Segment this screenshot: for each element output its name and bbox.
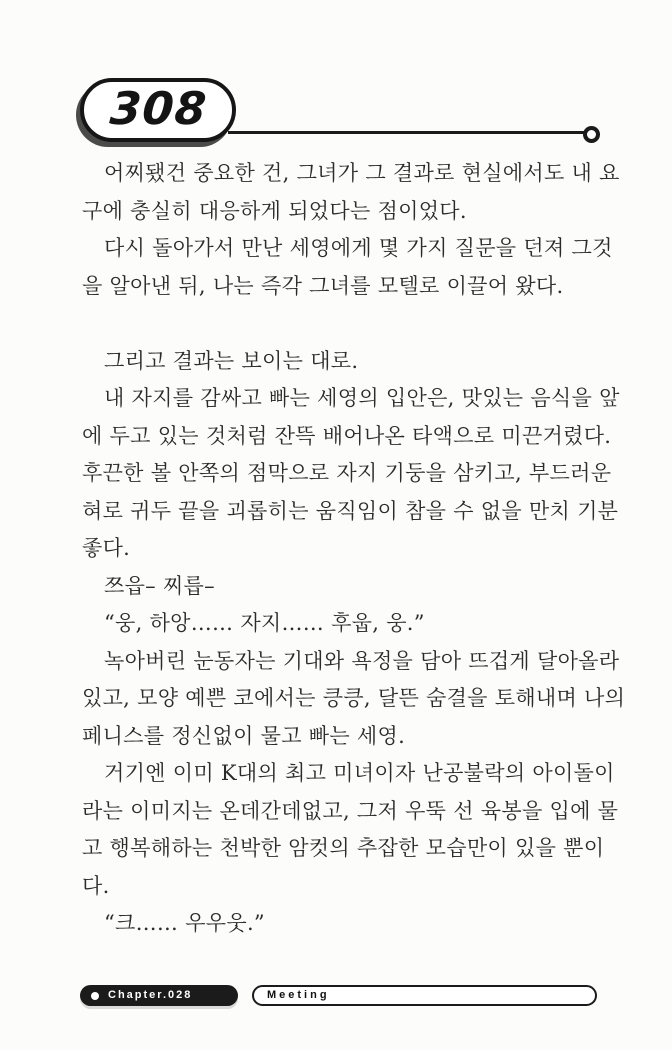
text-line: 라는 이미지는 온데간데없고, 그저 우뚝 선 육봉을 입에 물	[82, 798, 619, 823]
page-number: 308	[107, 81, 209, 135]
text-line: 다.	[82, 873, 110, 898]
page-footer	[0, 985, 672, 1007]
section-badge	[252, 985, 597, 1006]
text-line: “크…… 우우웃.”	[104, 911, 265, 935]
text-line: 쯔읍– 찌릅–	[104, 573, 215, 598]
text-line: 있고, 모양 예쁜 코에서는 킁킁, 달뜬 숨결을 토해내며 나의	[82, 686, 626, 710]
text-line: 구에 충실히 대응하게 되었다는 점이었다.	[82, 198, 467, 223]
text-line: 좋다.	[82, 536, 131, 560]
chapter-bullet-icon	[91, 992, 99, 1000]
text-line-blank	[82, 305, 597, 343]
text-line: 고 행복해하는 천박한 암컷의 추잡한 모습만이 있을 뿐이	[82, 836, 605, 860]
text-line: 녹아버린 눈동자는 기대와 욕정을 담아 뜨겁게 달아올라	[104, 648, 620, 673]
header-rule-end-ring-icon	[583, 126, 600, 143]
text-line: 그리고 결과는 보이는 대로.	[104, 348, 359, 373]
page-number-badge	[80, 78, 236, 142]
text-line: 다시 돌아가서 만난 세영에게 몇 가지 질문을 던져 그것	[104, 236, 613, 260]
text-line: 에 두고 있는 것처럼 잔뜩 배어나온 타액으로 미끈거렸다.	[82, 423, 612, 448]
text-line: 을 알아낸 뒤, 나는 즉각 그녀를 모텔로 이끌어 왔다.	[82, 273, 564, 298]
text-line: 어찌됐건 중요한 건, 그녀가 그 결과로 현실에서도 내 요	[104, 161, 620, 185]
text-line: 페니스를 정신없이 물고 빠는 세영.	[82, 723, 406, 748]
text-line: 거기엔 이미 K대의 최고 미녀이자 난공불락의 아이돌이	[104, 761, 615, 785]
header-rule	[228, 131, 584, 134]
text-line: 혀로 귀두 끝을 괴롭히는 움직임이 참을 수 없을 만치 기분	[82, 498, 619, 523]
text-line: 내 자지를 감싸고 빠는 세영의 입안은, 맛있는 음식을 앞	[104, 386, 620, 410]
body-text	[82, 155, 626, 943]
text-line: 후끈한 볼 안쪽의 점막으로 자지 기둥을 삼키고, 부드러운	[82, 461, 612, 485]
chapter-label: Chapter.028	[108, 988, 193, 1001]
section-label: Meeting	[267, 988, 330, 1001]
text-line: “웅, 하앙…… 자지…… 후웁, 웅.”	[104, 611, 425, 635]
chapter-badge	[80, 985, 238, 1006]
